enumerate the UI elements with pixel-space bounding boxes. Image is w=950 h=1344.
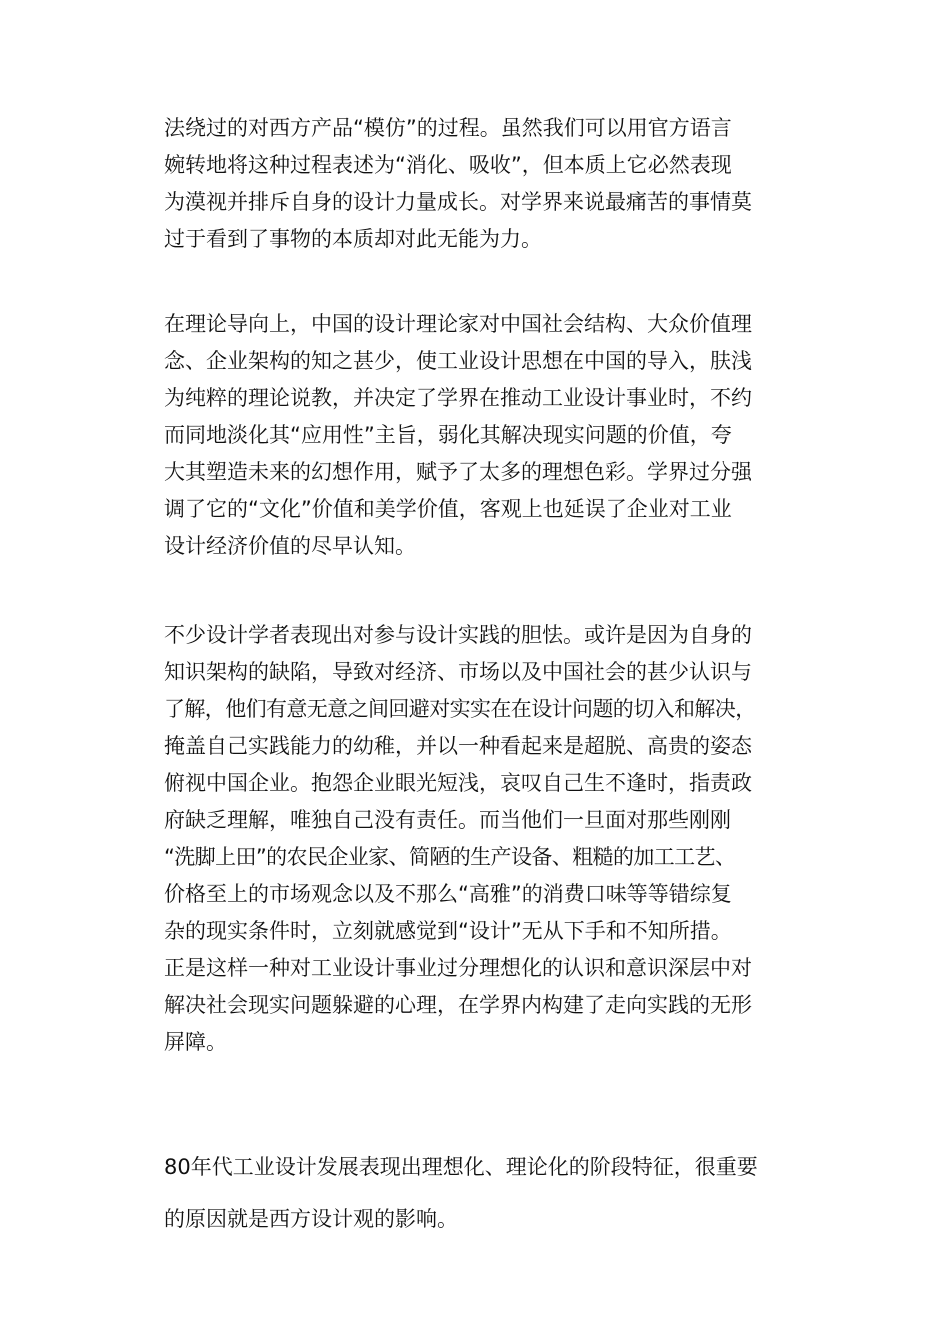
text-line: 而同地淡化其“应用性”主旨，弱化其解决现实问题的价值，夸: [164, 423, 732, 447]
text-line: 在理论导向上，中国的设计理论家对中国社会结构、大众价值理: [164, 312, 752, 336]
text-line: 婉转地将这种过程表述为“消化、吸收”，但本质上它必然表现: [164, 153, 732, 177]
text-line: 的原因就是西方设计观的影响。: [164, 1207, 458, 1231]
paragraph-2: [164, 306, 804, 565]
text-line: 调了它的“文化”价值和美学价值，客观上也延误了企业对工业: [164, 497, 732, 521]
text-line: 俯视中国企业。抱怨企业眼光短浅，哀叹自己生不逢时，指责政: [164, 771, 752, 795]
text-line: 解决社会现实问题躲避的心理，在学界内构建了走向实践的无形: [164, 993, 752, 1017]
text-line: 80年代工业设计发展表现出理想化、理论化的阶段特征，很重要: [164, 1155, 758, 1179]
text-line: 念、企业架构的知之甚少，使工业设计思想在中国的导入，肤浅: [164, 349, 752, 373]
text-line: 为漠视并排斥自身的设计力量成长。对学界来说最痛苦的事情莫: [164, 190, 752, 214]
text-line: 杂的现实条件时，立刻就感觉到“设计”无从下手和不知所措。: [164, 919, 732, 943]
text-line: 大其塑造未来的幻想作用，赋予了太多的理想色彩。学界过分强: [164, 460, 752, 484]
text-line: “洗脚上田”的农民企业家、简陋的生产设备、粗糙的加工工艺、: [164, 845, 736, 869]
text-line: 价格至上的市场观念以及不那么“高雅”的消费口味等等错综复: [164, 882, 732, 906]
text-line: 设计经济价值的尽早认知。: [164, 534, 416, 558]
text-line: 了解，他们有意无意之间回避对实实在在设计问题的切入和解决，: [164, 697, 756, 721]
text-line: 知识架构的缺陷，导致对经济、市场以及中国社会的甚少认识与: [164, 660, 752, 684]
text-line: 过于看到了事物的本质却对此无能为力。: [164, 227, 542, 251]
text-line: 府缺乏理解，唯独自己没有责任。而当他们一旦面对那些刚刚: [164, 808, 731, 832]
paragraph-1: [164, 110, 804, 258]
text-line: 正是这样一种对工业设计事业过分理想化的认识和意识深层中对: [164, 956, 752, 980]
paragraph-3: [164, 617, 804, 1061]
text-line: 法绕过的对西方产品“模仿”的过程。虽然我们可以用官方语言: [164, 116, 732, 140]
text-line: 为纯粹的理论说教，并决定了学界在推动工业设计事业时，不约: [164, 386, 752, 410]
paragraph-4: [164, 1148, 804, 1252]
text-line: 掩盖自己实践能力的幼稚，并以一种看起来是超脱、高贵的姿态: [164, 734, 752, 758]
text-line: 不少设计学者表现出对参与设计实践的胆怯。或许是因为自身的: [164, 623, 752, 647]
text-line: 屏障。: [164, 1030, 227, 1054]
